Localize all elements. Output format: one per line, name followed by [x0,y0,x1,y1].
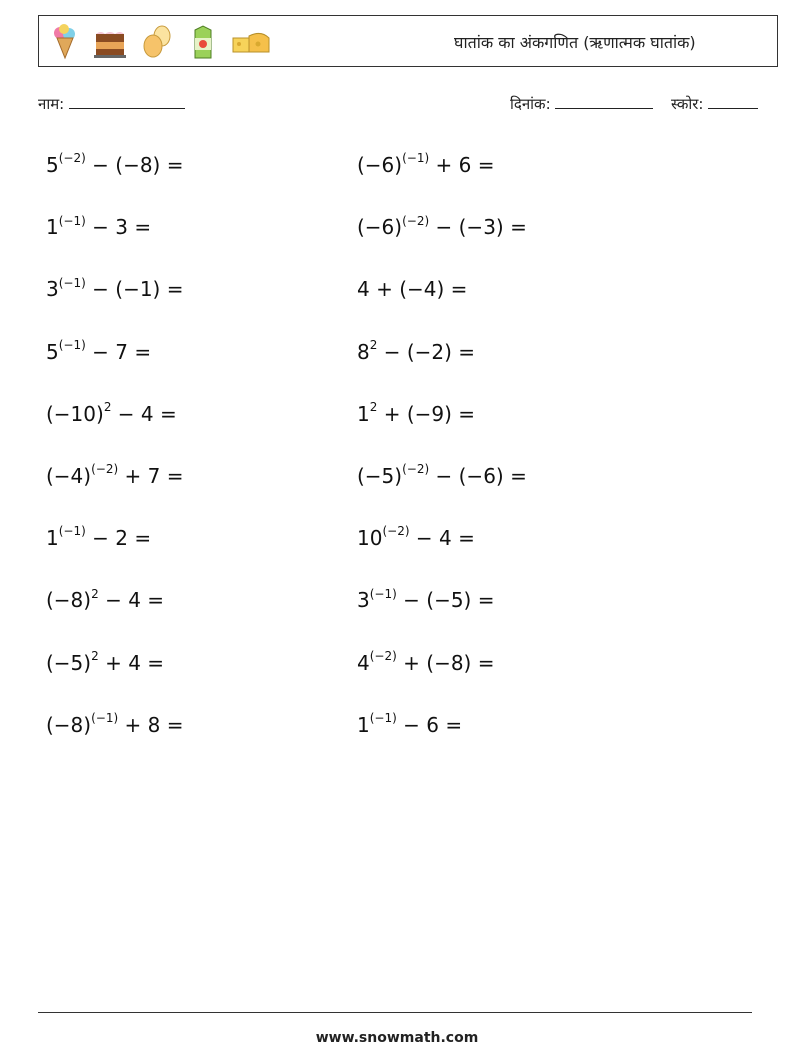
cheese-icon [231,24,271,60]
problem-rest: − 4 = [111,401,177,426]
score-blank [708,94,758,109]
problem-base: (−8) [46,588,92,613]
name-field [38,94,185,114]
name-label: नाम: [38,95,65,113]
problem-base: 1 [357,401,370,426]
problem-item [357,150,527,212]
problem-rest: − (−3) = [429,215,527,240]
score-label: स्कोर: [670,95,704,113]
problem-item [357,337,527,399]
problem-item [357,399,527,461]
problem-base: 4 [357,650,370,675]
problem-rest: − 3 = [85,215,152,240]
problem-rest: − (−5) = [396,588,495,613]
name-blank [69,94,185,109]
problem-exponent: (−1) [91,711,119,726]
problem-rest: − 2 = [85,526,152,551]
problem-base: (−6) [357,153,403,177]
problem-exponent: 2 [369,337,378,352]
juice-carton-icon [189,24,217,60]
date-label: दिनांक: [510,95,551,113]
problem-rest: − 7 = [85,339,152,364]
problem-rest: − (−6) = [429,463,527,488]
problem-base: (−6) [357,215,403,240]
problem-item [357,274,527,336]
problem-base: (−5) [46,650,92,675]
problem-exponent: (−1) [58,213,86,228]
date-blank [555,94,653,109]
cake-icon [93,24,127,60]
problem-item [357,523,527,585]
problem-rest: − 6 = [396,712,463,737]
problem-item [357,648,527,710]
problem-exponent: (−1) [58,337,86,352]
problem-exponent: 2 [103,400,112,415]
problem-exponent: (−1) [58,524,86,539]
problem-item [46,461,183,523]
problem-exponent: 2 [91,586,99,601]
problem-rest: + 4 = [98,650,165,675]
problem-exponent: 2 [369,400,378,415]
problem-rest: − 4 = [98,588,165,613]
problem-rest: − (−2) = [377,339,476,364]
problem-base: 10 [357,526,383,551]
header-box [38,15,778,67]
problem-exponent: (−2) [58,151,86,166]
footer-url: www.snowmath.com [315,1030,479,1046]
problem-exponent: (−2) [402,462,430,477]
problem-exponent: (−2) [369,648,397,663]
problem-item [46,710,183,772]
problem-rest: + 7 = [118,463,184,488]
problem-item [46,585,183,647]
problem-base: 1 [46,215,59,240]
header-icons [51,22,271,62]
problem-base: (−5) [357,463,403,488]
problem-exponent: (−2) [402,213,430,228]
problem-rest: − (−8) = [85,153,184,177]
eggs-icon [141,24,175,60]
problem-item [357,461,527,523]
problem-rest: − (−1) = [85,277,184,302]
problem-base: 3 [46,277,59,302]
problem-item [46,337,183,399]
problem-base: (−10) [46,401,104,426]
problem-item [357,710,527,772]
problem-base: 5 [46,153,59,177]
problem-rest: − 4 = [409,526,475,551]
problem-base: 8 [357,339,370,364]
problem-exponent: 2 [91,648,99,663]
problem-base: 3 [357,588,370,613]
problem-item [46,648,183,710]
problem-base: 5 [46,339,59,364]
problem-item [357,585,527,647]
problem-item [46,274,183,336]
footer-rule [38,1012,752,1013]
ice-cream-icon [51,24,79,60]
problem-base: 1 [357,712,370,737]
problem-exponent: (−2) [382,524,410,539]
problem-rest: + 8 = [118,712,184,737]
problem-exponent: (−1) [369,586,397,601]
problem-item [46,150,183,212]
problem-item [46,523,183,585]
problem-item [46,399,183,461]
problem-item [46,212,183,274]
problem-exponent: (−2) [91,462,119,477]
problem-item [357,212,527,274]
worksheet-title: घातांक का अंकगणित (ऋणात्मक घातांक) [454,33,696,52]
problem-exponent: (−1) [402,151,430,166]
problem-base: (−4) [46,463,92,488]
problem-column-left [46,150,183,772]
problem-exponent: (−1) [369,711,397,726]
date-score-field [510,94,758,114]
problem-rest: + (−8) = [396,650,495,675]
problem-base: (−8) [46,712,92,737]
problem-rest: + 6 = [429,153,495,177]
problem-base: 1 [46,526,59,551]
problem-rest: + (−9) = [377,401,476,426]
problem-base: 4 + (−4) = [357,277,468,302]
problem-column-right [357,150,527,772]
problem-exponent: (−1) [58,275,86,290]
